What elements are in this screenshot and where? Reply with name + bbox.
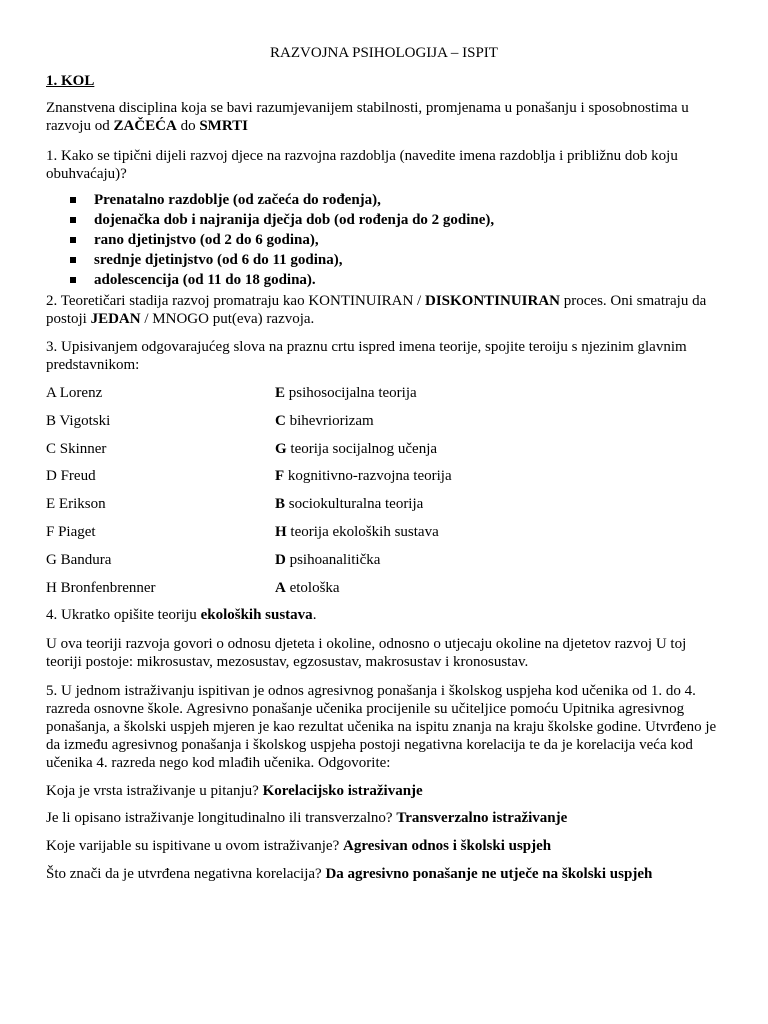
match-row: B Vigotski C bihevriorizam (46, 413, 374, 429)
list-item: Prenatalno razdoblje (od začeća do rođenja), (70, 190, 494, 210)
match-row: C Skinner G teorija socijalnog učenja (46, 441, 438, 457)
qa-row: Koja je vrsta istraživanje u pitanju? Korelacijsko istraživanje (46, 783, 423, 799)
match-row: A Lorenz E psihosocijalna teorija (46, 385, 417, 401)
bullet-icon (70, 257, 76, 263)
bullet-icon (70, 197, 76, 203)
section-heading: 1. KOL (46, 73, 95, 89)
list-item: adolescencija (od 11 do 18 godina). (70, 270, 494, 290)
bullet-icon (70, 277, 76, 283)
bullet-icon (70, 217, 76, 223)
qa-row: Je li opisano istraživanje longitudinalno ili transverzalno? Transverzalno istraživanje (46, 810, 568, 826)
match-row: F Piaget H teorija ekoloških sustava (46, 524, 439, 540)
match-row: G Bandura D psihoanalitička (46, 552, 381, 568)
question-2: 2. Teoretičari stadija razvoj promatraju kao KONTINUIRAN / DISKONTINUIRAN proces. Oni smatraju da postoji JEDAN / MNOGO put(eva) razvoja. (46, 293, 707, 327)
list-item: rano djetinjstvo (od 2 do 6 godina), (70, 230, 494, 250)
question-3: 3. Upisivanjem odgovarajućeg slova na praznu crtu ispred imena teorije, spojite teroiju s njezinim glavnim predstavnikom: (46, 339, 687, 373)
intro-paragraph: Znanstvena disciplina koja se bavi razumjevanijem stabilnosti, promjenama u ponašanju i sposobnostima u razvoju od ZAČEĆA do SMRTI (46, 100, 689, 134)
bullet-icon (70, 237, 76, 243)
list-item: srednje djetinjstvo (od 6 do 11 godina), (70, 250, 494, 270)
qa-row: Koje varijable su ispitivane u ovom istraživanje? Agresivan odnos i školski uspjeh (46, 838, 552, 854)
question-5: 5. U jednom istraživanju ispitivan je odnos agresivnog ponašanja i školskog uspjeha kod učenika od 1. do 4. razreda osnovne škole. Agresivno ponašanje učenika procijenile su učiteljice pomoću Upitnika agresivnog ponašanja, a školski uspjeh mjeren je kao rezultat učenika na ispitu znanja na kraju školske godine. Utvrđeno je da između agresivnog ponašanja i školskog uspjeha postoji negativna korelacija te da je korelacija veća kod učenika 4. razreda nego kod mlađih učenika. Odgovorite: (46, 683, 717, 771)
question-4: 4. Ukratko opišite teoriju ekoloških sustava. (46, 607, 317, 623)
list-item: dojenačka dob i najranija dječja dob (od rođenja do 2 godine), (70, 210, 494, 230)
document-title: RAZVOJNA PSIHOLOGIJA – ISPIT (270, 45, 498, 61)
match-row: H Bronfenbrenner A etološka (46, 580, 340, 596)
question-4-answer: U ova teoriji razvoja govori o odnosu djeteta i okoline, odnosno o utjecaju okoline na djetetov razvoj U toj teoriji postoje: mikrosustav, mezosustav, egzosustav, makrosustav i kronosustav. (46, 636, 687, 670)
match-row: E Erikson B sociokulturalna teorija (46, 496, 424, 512)
match-row: D Freud F kognitivno-razvojna teorija (46, 468, 452, 484)
periods-list (70, 190, 494, 290)
qa-row: Što znači da je utvrđena negativna korelacija? Da agresivno ponašanje ne utječe na školski uspjeh (46, 866, 653, 882)
question-1: 1. Kako se tipični dijeli razvoj djece na razvojna razdoblja (navedite imena razdoblja i približnu dob koju obuhvaćaju)? (46, 148, 678, 182)
